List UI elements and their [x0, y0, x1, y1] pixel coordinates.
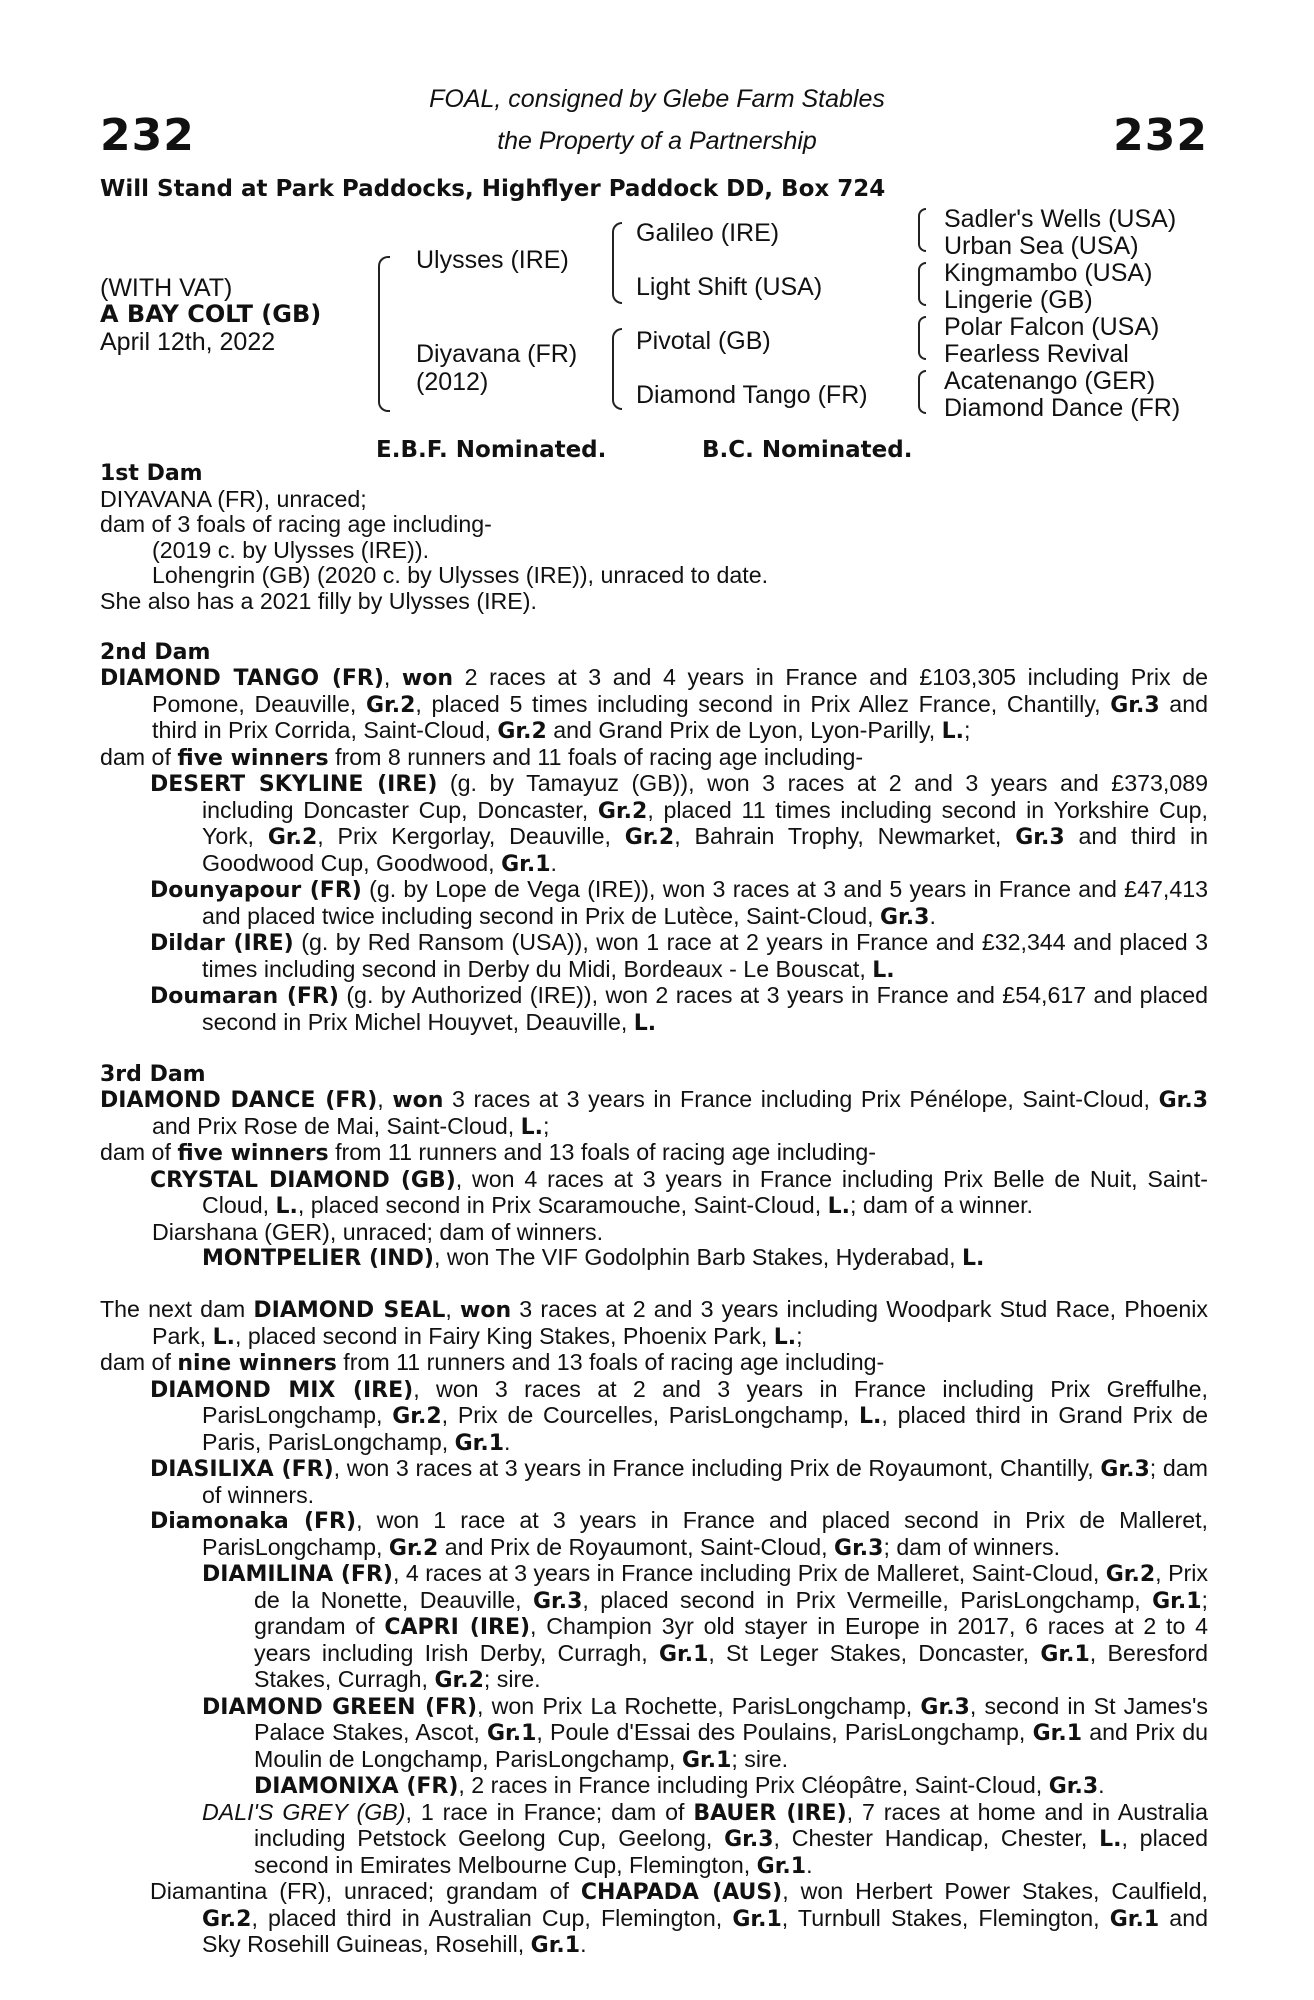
- pedigree-gen3-4: Lingerie (GB): [944, 286, 1093, 314]
- produce-entry: Diamantina (FR), unraced; grandam of CHAPADA (AUS), won Herbert Power Stakes, Caulfield, Gr.2, placed third in Australian Cup, Flemington, Gr.1, Turnbull Stakes, Flemington, Gr.1 and Sky Rosehill Guineas, Rosehill, Gr.1.: [150, 1878, 1208, 1958]
- grade: Gr.2: [624, 825, 675, 850]
- horse-name: DIASILIXA (FR): [150, 1457, 334, 1482]
- pedigree-dam: Diyavana (FR): [416, 340, 578, 368]
- vat-note: (WITH VAT): [100, 274, 233, 302]
- pedigree-brace-sire: [612, 222, 622, 304]
- catalogue-body: [100, 461, 1208, 1959]
- horse-name: CRYSTAL DIAMOND (GB): [150, 1167, 456, 1193]
- stand-location: Will Stand at Park Paddocks, Highflyer Paddock DD, Box 724: [100, 176, 886, 202]
- third-dam-heading: 3rd Dam: [100, 1061, 206, 1087]
- grade: Gr.2: [388, 1535, 439, 1561]
- pedigree-brace-main: [378, 256, 390, 412]
- grade: Gr.3: [834, 1535, 884, 1561]
- produce-entry: Dounyapour (FR) (g. by Lope de Vega (IRE)), won 3 races at 3 and 5 years in France and £47,413 and placed twice including second in Prix de Lutèce, Saint-Cloud, Gr.3.: [150, 876, 1209, 930]
- grade: Gr.3: [1110, 692, 1160, 718]
- second-dam-entry: DIAMOND TANGO (FR), won 2 races at 3 and 4 years in France and £103,305 including Prix de Pomone, Deauville, Gr.2, placed 5 times including second in Prix Allez France, Chantilly, Gr.3 and third in Prix Corrida, Saint-Cloud, Gr.2 and Grand Prix de Lyon, Lyon-Parilly, L.;: [100, 664, 1209, 744]
- pedigree-sire: Ulysses (IRE): [416, 246, 569, 274]
- lot-number-left: 232: [100, 110, 195, 161]
- pedigree-sire-dam: Light Shift (USA): [636, 273, 823, 301]
- grade: Gr.3: [532, 1588, 583, 1614]
- pedigree-brace-g4: [918, 370, 926, 414]
- horse-name: BAUER (IRE): [693, 1800, 847, 1826]
- grade: Gr.1: [681, 1747, 732, 1773]
- grade: Gr.2: [497, 719, 547, 744]
- grade: Gr.1: [1109, 1906, 1160, 1932]
- first-dam-produce: Lohengrin (GB) (2020 c. by Ulysses (IRE)), unraced to date.: [152, 562, 769, 588]
- horse-name: Dildar (IRE): [150, 931, 294, 956]
- pedigree-gen3-3: Kingmambo (USA): [944, 259, 1153, 287]
- grade: Gr.2: [267, 825, 318, 850]
- pedigree-sire-sire: Galileo (IRE): [636, 219, 780, 247]
- grade: Gr.1: [501, 851, 551, 877]
- horse-name: CAPRI (IRE): [384, 1615, 531, 1640]
- grade: Gr.1: [486, 1721, 537, 1746]
- horse-name: CHAPADA (AUS): [580, 1880, 783, 1905]
- produce-entry: Diamonaka (FR), won 1 race at 3 years in France and placed second in Prix de Malleret, ParisLongchamp, Gr.2 and Prix de Royaumont, Saint-Cloud, Gr.3; dam of winners.: [150, 1507, 1208, 1561]
- grade: L.: [872, 957, 895, 983]
- grade: L.: [633, 1010, 657, 1036]
- produce-entry: Dildar (IRE) (g. by Red Ransom (USA)), won 1 race at 2 years in France and £32,344 and placed 3 times including second in Derby du Midi, Bordeaux - Le Bouscat, L.: [150, 929, 1208, 983]
- grade: Gr.2: [597, 798, 648, 824]
- horse-name: DIAMILINA (FR): [202, 1562, 393, 1587]
- produce-entry: DIAMILINA (FR), 4 races at 3 years in France including Prix de Malleret, Saint-Cloud, Gr.2, Prix de la Nonette, Deauville, Gr.3, placed second in Prix Vermeille, ParisLongchamp, Gr.1; grandam of CAPRI (IRE), Champion 3yr old stayer in Europe in 2017, 6 races at 2 to 4 years including Irish Derby, Curragh, Gr.1, St Leger Stakes, Doncaster, Gr.1, Beresford Stakes, Curragh, Gr.2; sire.: [202, 1560, 1208, 1693]
- first-dam-line: DIYAVANA (FR), unraced;: [100, 485, 367, 512]
- horse-name: MONTPELIER (IND): [202, 1246, 434, 1271]
- bc-nomination: B.C. Nominated.: [702, 437, 913, 463]
- grade: L.: [520, 1114, 543, 1140]
- grade: Gr.1: [1032, 1721, 1082, 1746]
- horse-name: Dounyapour (FR): [150, 878, 362, 903]
- grade: Gr.1: [732, 1906, 782, 1932]
- pedigree-dam-year: (2012): [416, 368, 489, 396]
- first-dam-line: She also has a 2021 filly by Ulysses (IRE).: [100, 587, 537, 614]
- produce-entry: Diarshana (GER), unraced; dam of winners.: [152, 1218, 604, 1245]
- horse-name: DIAMOND DANCE (FR): [100, 1088, 378, 1113]
- grade: Gr.3: [724, 1827, 774, 1852]
- horse-name: Diamonaka (FR): [150, 1509, 357, 1534]
- grade: Gr.3: [1048, 1774, 1099, 1799]
- first-dam-produce: (2019 c. by Ulysses (IRE)).: [152, 536, 430, 563]
- grade: Gr.2: [202, 1906, 252, 1932]
- pedigree-brace-g1: [918, 208, 926, 252]
- pedigree-brace-g3: [918, 316, 926, 360]
- pedigree-dam-sire: Pivotal (GB): [636, 327, 771, 355]
- first-dam-line: dam of 3 foals of racing age including-: [100, 511, 492, 537]
- grade: Gr.1: [658, 1641, 709, 1667]
- produce-entry: MONTPELIER (IND), won The VIF Godolphin Barb Stakes, Hyderabad, L.: [202, 1244, 985, 1271]
- horse-name: DALI'S GREY (GB): [202, 1798, 406, 1825]
- second-dam-produce-summary: dam of five winners from 8 runners and 11 foals of racing age including-: [100, 743, 864, 771]
- produce-entry: CRYSTAL DIAMOND (GB), won 4 races at 3 years in France including Prix Belle de Nuit, Saint-Cloud, L., placed second in Prix Scaramouche, Saint-Cloud, L.; dam of a winner.: [150, 1165, 1208, 1219]
- horse-name: DIAMONIXA (FR): [254, 1774, 459, 1799]
- grade: Gr.1: [756, 1853, 807, 1879]
- third-dam-produce-summary: dam of five winners from 11 runners and 13 foals of racing age including-: [100, 1139, 877, 1166]
- property-line: the Property of a Partnership: [497, 127, 817, 155]
- pedigree-gen3-2: Urban Sea (USA): [944, 232, 1139, 260]
- grade: L.: [773, 1324, 797, 1350]
- grade: Gr.1: [454, 1430, 505, 1456]
- grade: Gr.2: [434, 1668, 484, 1693]
- consignor-line: FOAL, consigned by Glebe Farm Stables: [429, 85, 885, 113]
- winners-count: nine winners: [177, 1351, 337, 1376]
- horse-name: DIAMOND SEAL: [253, 1298, 446, 1323]
- lot-number-right: 232: [1113, 110, 1208, 161]
- foaling-date: April 12th, 2022: [100, 328, 276, 356]
- third-dam-entry: DIAMOND DANCE (FR), won 3 races at 3 years in France including Prix Pénélope, Saint-Cloud, Gr.3 and Prix Rose de Mai, Saint-Cloud, L.;: [100, 1086, 1209, 1140]
- produce-entry: DIAMOND GREEN (FR), won Prix La Rochette, ParisLongchamp, Gr.3, second in St James's Palace Stakes, Ascot, Gr.1, Poule d'Essai des Poulains, ParisLongchamp, Gr.1 and Prix du Moulin de Longchamp, ParisLongchamp, Gr.1; sire.: [202, 1692, 1208, 1773]
- grade: Gr.3: [880, 904, 930, 930]
- pedigree-gen3-5: Polar Falcon (USA): [944, 313, 1160, 341]
- first-dam-heading: 1st Dam: [100, 461, 203, 486]
- produce-entry: DIAMOND MIX (IRE), won 3 races at 2 and 3 years in France including Prix Greffulhe, ParisLongchamp, Gr.2, Prix de Courcelles, ParisLongchamp, L., placed third in Grand Prix de Paris, ParisLongchamp, Gr.1.: [150, 1375, 1208, 1456]
- grade: L.: [941, 719, 965, 744]
- grade: Gr.3: [1015, 825, 1065, 850]
- produce-entry: DIASILIXA (FR), won 3 races at 3 years in France including Prix de Royaumont, Chantilly, Gr.3; dam of winners.: [150, 1455, 1208, 1508]
- produce-entry: DESERT SKYLINE (IRE) (g. by Tamayuz (GB)), won 3 races at 2 and 3 years and £373,089 including Doncaster Cup, Doncaster, Gr.2, placed 11 times including second in Yorkshire Cup, York, Gr.2, Prix Kergorlay, Deauville, Gr.2, Bahrain Trophy, Newmarket, Gr.3 and third in Goodwood Cup, Goodwood, Gr.1.: [150, 770, 1209, 877]
- next-dam-entry: The next dam DIAMOND SEAL, won 3 races at 2 and 3 years including Woodpark Stud Race, Phoenix Park, L., placed second in Fairy King Stakes, Phoenix Park, L.;: [100, 1296, 1209, 1350]
- horse-name: A BAY COLT (GB): [100, 300, 322, 328]
- winners-count: five winners: [177, 745, 329, 771]
- grade: Gr.3: [1158, 1088, 1209, 1113]
- grade: L.: [212, 1324, 235, 1350]
- grade: L.: [827, 1194, 850, 1219]
- pedigree-dam-dam: Diamond Tango (FR): [636, 381, 868, 409]
- winners-count: five winners: [177, 1141, 329, 1166]
- grade: L.: [962, 1246, 985, 1271]
- horse-name: DESERT SKYLINE (IRE): [150, 772, 438, 797]
- pedigree-gen3-8: Diamond Dance (FR): [944, 394, 1181, 422]
- pedigree-brace-dam: [612, 328, 622, 410]
- grade: L.: [859, 1404, 882, 1429]
- grade: Gr.1: [530, 1933, 581, 1958]
- grade: Gr.3: [1100, 1457, 1150, 1482]
- produce-entry: DALI'S GREY (GB), 1 race in France; dam of BAUER (IRE), 7 races at home and in Australia including Petstock Geelong Cup, Geelong, Gr.3, Chester Handicap, Chester, L., placed second in Emirates Melbourne Cup, Flemington, Gr.1.: [202, 1798, 1209, 1879]
- pedigree-gen3-6: Fearless Revival: [944, 340, 1129, 368]
- grade: Gr.2: [1105, 1562, 1156, 1587]
- grade: Gr.2: [365, 692, 416, 718]
- produce-entry: DIAMONIXA (FR), 2 races in France including Prix Cléopâtre, Saint-Cloud, Gr.3.: [254, 1772, 1105, 1799]
- grade: Gr.1: [1152, 1588, 1202, 1614]
- next-dam-produce-summary: dam of nine winners from 11 runners and 13 foals of racing age including-: [100, 1349, 885, 1376]
- grade: Gr.3: [920, 1694, 970, 1720]
- second-dam-heading: 2nd Dam: [100, 639, 211, 665]
- grade: Gr.2: [392, 1404, 442, 1429]
- horse-name: DIAMOND MIX (IRE): [150, 1377, 414, 1403]
- grade: Gr.1: [1040, 1641, 1090, 1667]
- horse-name: DIAMOND TANGO (FR): [100, 666, 384, 691]
- won-label: won: [392, 1088, 444, 1113]
- won-label: won: [460, 1298, 512, 1323]
- pedigree-gen3-1: Sadler's Wells (USA): [944, 205, 1177, 233]
- won-label: won: [401, 666, 454, 691]
- horse-name: DIAMOND GREEN (FR): [202, 1694, 478, 1720]
- grade: L.: [1099, 1827, 1122, 1852]
- ebf-nomination: E.B.F. Nominated.: [376, 437, 607, 463]
- grade: L.: [275, 1194, 298, 1219]
- pedigree-gen3-7: Acatenango (GER): [944, 367, 1156, 395]
- pedigree-brace-g2: [918, 262, 926, 306]
- horse-name: Doumaran (FR): [150, 984, 339, 1009]
- produce-entry: Doumaran (FR) (g. by Authorized (IRE)), won 2 races at 3 years in France and £54,617 and placed second in Prix Michel Houyvet, Deauville, L.: [150, 982, 1209, 1036]
